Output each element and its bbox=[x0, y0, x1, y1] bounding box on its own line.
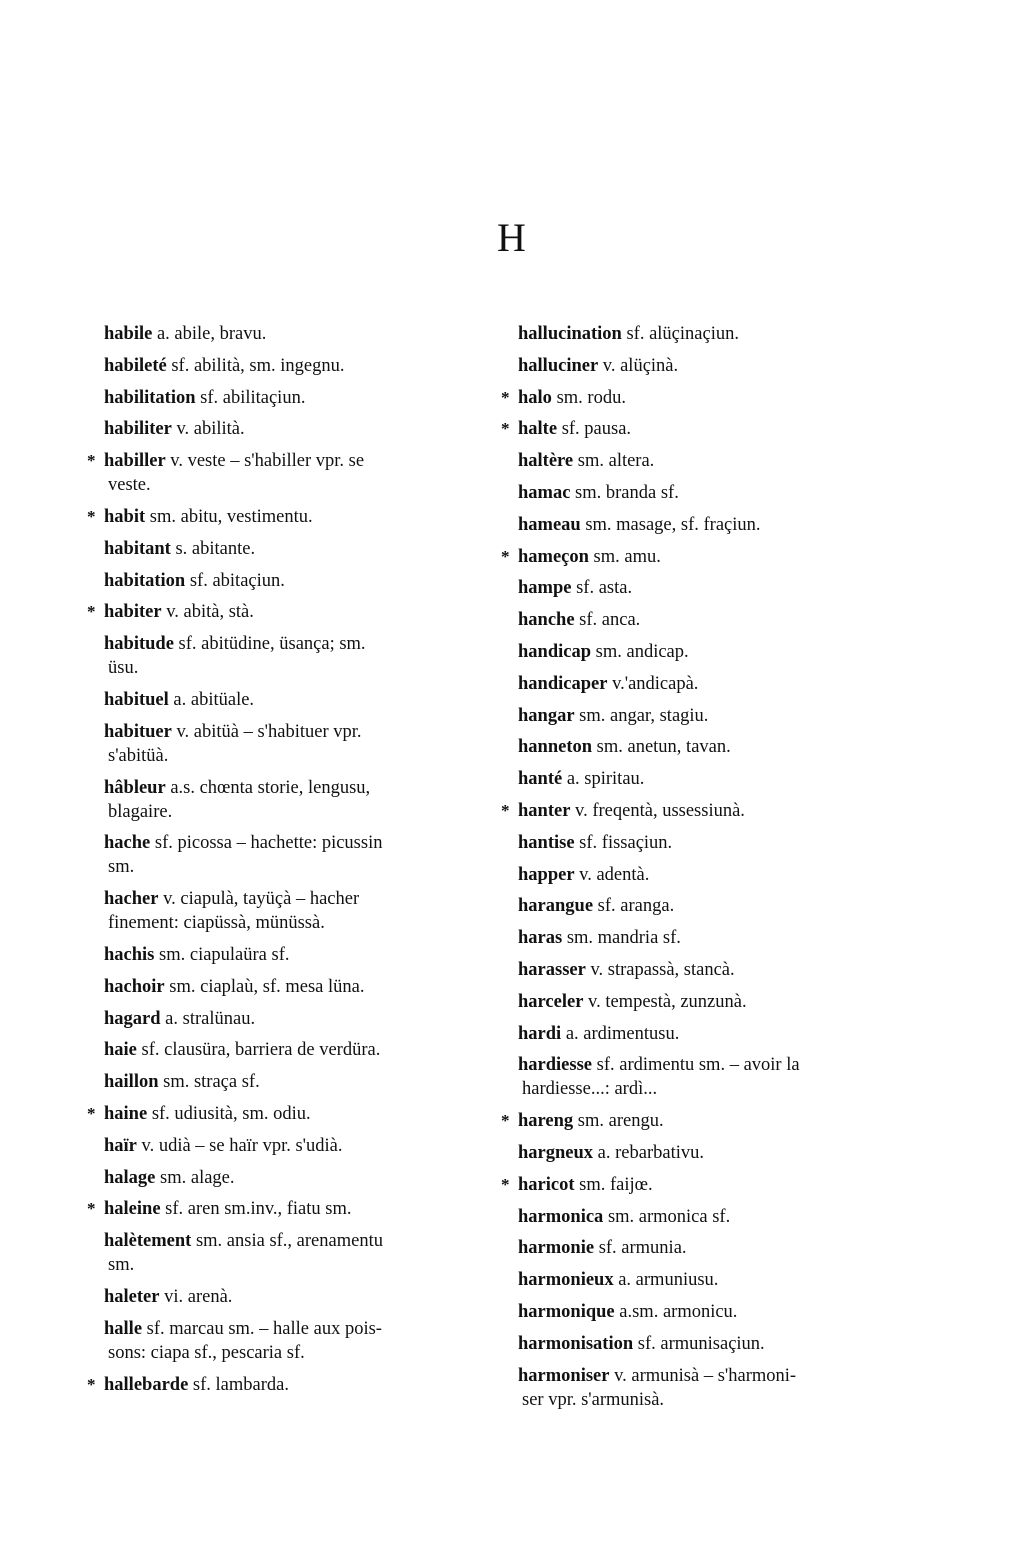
dictionary-entry bbox=[104, 720, 476, 768]
dictionary-entry bbox=[501, 799, 890, 823]
dictionary-entry bbox=[501, 386, 890, 410]
entry-definition: v. abità, stà. bbox=[161, 602, 254, 623]
dictionary-entry bbox=[104, 417, 476, 441]
entry-definition: sm. andicap. bbox=[591, 641, 689, 662]
entry-headword: haras bbox=[518, 928, 563, 949]
dictionary-entry bbox=[518, 608, 890, 632]
entry-definition: a. rebarbativu. bbox=[593, 1142, 704, 1163]
entry-definition: v. strapassà, stancà. bbox=[585, 959, 735, 980]
entry-headword: harmonie bbox=[518, 1238, 595, 1259]
dictionary-entry bbox=[518, 926, 890, 950]
entry-headword: halluciner bbox=[518, 355, 599, 376]
dictionary-entry bbox=[501, 1109, 890, 1133]
entry-definition: sm. ciapulaüra sf. bbox=[154, 944, 290, 965]
entry-definition: sf. asta. bbox=[571, 578, 633, 599]
dictionary-entry bbox=[87, 1197, 476, 1221]
entry-definition: a.sm. armonicu. bbox=[614, 1301, 738, 1322]
right-column bbox=[501, 322, 890, 1419]
entry-definition: v. tempestà, zunzunà. bbox=[583, 991, 747, 1012]
entry-definition: sf. marcau sm. – halle aux pois- bbox=[142, 1318, 382, 1339]
entry-headword: hamac bbox=[518, 482, 571, 503]
dictionary-entry bbox=[518, 640, 890, 664]
entry-definition: sm. branda sf. bbox=[570, 482, 679, 503]
entry-headword: harmonisation bbox=[518, 1333, 634, 1354]
entry-headword: habilitation bbox=[104, 387, 196, 408]
entry-headword: habiller bbox=[104, 451, 166, 472]
dictionary-entry bbox=[518, 354, 890, 378]
entry-definition: v. freqentà, ussessiunà. bbox=[570, 800, 745, 821]
dictionary-entry bbox=[104, 386, 476, 410]
dictionary-entry bbox=[518, 831, 890, 855]
dictionary-entry bbox=[104, 1317, 476, 1365]
entry-headword: habituel bbox=[104, 689, 169, 710]
dictionary-entry bbox=[501, 545, 890, 569]
entry-definition: a.s. chœnta storie, lengusu, bbox=[165, 777, 371, 798]
entry-headword: haïr bbox=[104, 1135, 137, 1156]
entry-headword: hallucination bbox=[518, 324, 622, 344]
entry-headword: hachoir bbox=[104, 976, 165, 997]
entry-definition: sf. abitaçiun. bbox=[185, 570, 285, 591]
entry-definition: sf. pausa. bbox=[557, 419, 632, 440]
entry-definition: sf. udiusità, sm. odiu. bbox=[147, 1103, 311, 1124]
entry-headword: harceler bbox=[518, 991, 584, 1012]
entry-headword: hacher bbox=[104, 889, 159, 910]
entry-headword: habitation bbox=[104, 570, 186, 591]
entry-headword: hareng bbox=[518, 1111, 574, 1132]
entry-headword: hache bbox=[104, 833, 151, 854]
dictionary-entry bbox=[87, 600, 476, 624]
entry-headword: habiter bbox=[104, 602, 162, 623]
entry-definition-continuation: s'abitüà. bbox=[108, 745, 169, 766]
entry-definition: v. ciapulà, tayüçà – hacher bbox=[158, 889, 360, 910]
entry-definition: a. spiritau. bbox=[562, 769, 645, 790]
entry-headword: hardi bbox=[518, 1023, 562, 1044]
dictionary-entry bbox=[518, 1141, 890, 1165]
entry-definition-continuation: finement: ciapüssà, münüssà. bbox=[108, 913, 325, 934]
entry-headword: haltère bbox=[518, 451, 574, 472]
entry-definition: sm. alage. bbox=[155, 1167, 235, 1188]
entry-definition: a. abile, bravu. bbox=[152, 324, 267, 344]
dictionary-entry bbox=[518, 767, 890, 791]
dictionary-entry bbox=[518, 1236, 890, 1260]
entry-definition: sm. ciaplaù, sf. mesa lüna. bbox=[164, 976, 365, 997]
entry-headword: halètement bbox=[104, 1231, 192, 1252]
dictionary-entry bbox=[104, 1285, 476, 1309]
dictionary-entry bbox=[518, 1364, 890, 1412]
dictionary-entry bbox=[104, 632, 476, 680]
entry-definition: sf. aren sm.inv., fiatu sm. bbox=[160, 1199, 352, 1220]
entry-definition: v. armunisà – s'harmoni- bbox=[609, 1365, 797, 1386]
entry-headword: hachis bbox=[104, 944, 155, 965]
entry-definition: sm. arengu. bbox=[573, 1111, 664, 1132]
entry-star-marker: * bbox=[501, 1111, 510, 1131]
entry-definition: a. stralünau. bbox=[160, 1008, 256, 1029]
entry-definition-continuation: sons: ciapa sf., pescaria sf. bbox=[108, 1342, 305, 1363]
entry-headword: halo bbox=[518, 387, 552, 408]
entry-headword: harangue bbox=[518, 896, 594, 917]
dictionary-entry bbox=[87, 505, 476, 529]
entry-headword: haleter bbox=[104, 1286, 160, 1307]
entry-definition: sm. ansia sf., arenamentu bbox=[191, 1231, 383, 1252]
entry-headword: harmoniser bbox=[518, 1365, 610, 1386]
entry-definition-continuation: ser vpr. s'armunisà. bbox=[522, 1389, 665, 1410]
entry-headword: haillon bbox=[104, 1072, 159, 1093]
entry-star-marker: * bbox=[87, 602, 96, 622]
entry-definition: sf. clausüra, barriera de verdüra. bbox=[136, 1040, 381, 1061]
section-letter-heading: H bbox=[497, 215, 527, 260]
entry-headword: handicaper bbox=[518, 673, 608, 694]
dictionary-entry bbox=[104, 887, 476, 935]
entry-definition: sm. anetun, tavan. bbox=[592, 737, 731, 758]
entry-headword: halage bbox=[104, 1167, 156, 1188]
dictionary-entry bbox=[518, 990, 890, 1014]
entry-star-marker: * bbox=[501, 387, 510, 407]
entry-definition: sm. mandria sf. bbox=[562, 928, 681, 949]
entry-definition: sf. aranga. bbox=[593, 896, 675, 917]
dictionary-entry bbox=[518, 1268, 890, 1292]
dictionary-entry bbox=[104, 831, 476, 879]
entry-definition: sf. lambarda. bbox=[188, 1374, 289, 1395]
entry-headword: haine bbox=[104, 1103, 148, 1124]
dictionary-entry bbox=[518, 576, 890, 600]
entry-definition: sf. armunisaçiun. bbox=[633, 1333, 765, 1354]
entry-headword: harmonica bbox=[518, 1206, 604, 1227]
entry-headword: haie bbox=[104, 1040, 137, 1061]
entry-headword: habit bbox=[104, 506, 146, 527]
dictionary-entry bbox=[87, 449, 476, 497]
dictionary-entry bbox=[104, 569, 476, 593]
entry-definition-continuation: hardiesse...: ardì... bbox=[522, 1079, 658, 1100]
entry-headword: hampe bbox=[518, 578, 572, 599]
dictionary-entry bbox=[104, 354, 476, 378]
entry-definition: sf. fissaçiun. bbox=[574, 832, 673, 853]
entry-headword: hanneton bbox=[518, 737, 593, 758]
entry-definition: sf. abitüdine, üsança; sm. bbox=[173, 634, 366, 655]
entry-headword: hanté bbox=[518, 769, 563, 790]
entry-definition: s. abitante. bbox=[170, 538, 256, 559]
entry-headword: habituer bbox=[104, 721, 172, 742]
entry-definition: v. abilità. bbox=[171, 419, 245, 440]
dictionary-entry bbox=[518, 704, 890, 728]
dictionary-entry bbox=[104, 1070, 476, 1094]
entry-headword: harmonieux bbox=[518, 1270, 614, 1291]
entry-definition: v. alüçinà. bbox=[598, 355, 679, 376]
entry-definition: sm. faijœ. bbox=[574, 1174, 653, 1195]
dictionary-entry bbox=[518, 672, 890, 696]
entry-definition: sf. alüçinaçiun. bbox=[621, 324, 739, 344]
entry-star-marker: * bbox=[501, 800, 510, 820]
dictionary-entry bbox=[518, 958, 890, 982]
entry-definition-continuation: blagaire. bbox=[108, 801, 173, 822]
entry-definition: sf. abilitaçiun. bbox=[195, 387, 306, 408]
entry-definition: a. ardimentusu. bbox=[561, 1023, 680, 1044]
dictionary-entry bbox=[518, 894, 890, 918]
dictionary-entry bbox=[104, 776, 476, 824]
dictionary-entry bbox=[87, 1373, 476, 1397]
dictionary-entry bbox=[104, 1038, 476, 1062]
entry-definition: sm. armonica sf. bbox=[603, 1206, 731, 1227]
entry-headword: harmonique bbox=[518, 1301, 615, 1322]
entry-definition-continuation: sm. bbox=[108, 857, 135, 878]
dictionary-entry bbox=[518, 1300, 890, 1324]
entry-star-marker: * bbox=[87, 1103, 96, 1123]
entry-headword: hangar bbox=[518, 705, 575, 726]
entry-headword: hameçon bbox=[518, 546, 589, 567]
dictionary-entry bbox=[501, 1173, 890, 1197]
entry-definition: v.'andicapà. bbox=[607, 673, 699, 694]
entry-headword: hameau bbox=[518, 514, 581, 535]
dictionary-entry bbox=[518, 449, 890, 473]
entry-definition: sf. armunia. bbox=[594, 1238, 687, 1259]
entry-definition: sm. straça sf. bbox=[158, 1072, 260, 1093]
entry-headword: harasser bbox=[518, 959, 586, 980]
dictionary-entry bbox=[87, 1102, 476, 1126]
entry-headword: halte bbox=[518, 419, 558, 440]
dictionary-entry bbox=[104, 975, 476, 999]
entry-star-marker: * bbox=[87, 1199, 96, 1219]
entry-star-marker: * bbox=[87, 506, 96, 526]
entry-headword: hargneux bbox=[518, 1142, 594, 1163]
entry-star-marker: * bbox=[501, 546, 510, 566]
entry-headword: haricot bbox=[518, 1174, 575, 1195]
entry-star-marker: * bbox=[501, 1174, 510, 1194]
entry-headword: hanche bbox=[518, 610, 575, 631]
entry-definition-continuation: sm. bbox=[108, 1255, 135, 1276]
entry-definition-continuation: üsu. bbox=[108, 658, 139, 679]
entry-headword: happer bbox=[518, 864, 575, 885]
dictionary-entry bbox=[104, 688, 476, 712]
entry-headword: habile bbox=[104, 324, 153, 344]
dictionary-entry bbox=[104, 943, 476, 967]
entry-definition: sm. rodu. bbox=[551, 387, 626, 408]
left-column bbox=[87, 322, 476, 1404]
entry-headword: hanter bbox=[518, 800, 571, 821]
dictionary-entry bbox=[518, 1205, 890, 1229]
entry-definition: sm. amu. bbox=[588, 546, 661, 567]
dictionary-entry bbox=[104, 537, 476, 561]
entry-headword: habileté bbox=[104, 355, 167, 376]
dictionary-entry bbox=[518, 1053, 890, 1101]
dictionary-entry bbox=[501, 417, 890, 441]
entry-definition: v. adentà. bbox=[574, 864, 650, 885]
entry-definition: sf. abilità, sm. ingegnu. bbox=[166, 355, 345, 376]
entry-headword: hardiesse bbox=[518, 1055, 592, 1076]
entry-definition: a. abitüale. bbox=[168, 689, 255, 710]
entry-definition: v. udià – se haïr vpr. s'udià. bbox=[136, 1135, 343, 1156]
dictionary-entry bbox=[518, 481, 890, 505]
entry-definition: sm. altera. bbox=[573, 451, 655, 472]
entry-headword: habitude bbox=[104, 634, 174, 655]
entry-star-marker: * bbox=[501, 419, 510, 439]
entry-definition: a. armuniusu. bbox=[613, 1270, 719, 1291]
entry-headword: handicap bbox=[518, 641, 592, 662]
entry-definition: v. abitüà – s'habituer vpr. bbox=[171, 721, 362, 742]
entry-definition: sm. masage, sf. fraçiun. bbox=[580, 514, 761, 535]
entry-definition: sf. ardimentu sm. – avoir la bbox=[592, 1055, 800, 1076]
entry-headword: habiliter bbox=[104, 419, 172, 440]
entry-headword: hagard bbox=[104, 1008, 161, 1029]
entry-headword: hallebarde bbox=[104, 1374, 189, 1395]
entry-headword: hâbleur bbox=[104, 777, 166, 798]
dictionary-entry bbox=[104, 1166, 476, 1190]
entry-star-marker: * bbox=[87, 1374, 96, 1394]
dictionary-entry bbox=[104, 322, 476, 346]
dictionary-entry bbox=[518, 735, 890, 759]
entry-definition: sf. anca. bbox=[574, 610, 641, 631]
dictionary-entry bbox=[104, 1134, 476, 1158]
entry-headword: halle bbox=[104, 1318, 143, 1339]
dictionary-entry bbox=[518, 322, 890, 346]
entry-definition: sm. angar, stagiu. bbox=[574, 705, 709, 726]
dictionary-entry bbox=[518, 1332, 890, 1356]
entry-headword: hantise bbox=[518, 832, 575, 853]
dictionary-entry bbox=[518, 513, 890, 537]
entry-definition: vi. arenà. bbox=[159, 1286, 233, 1307]
dictionary-entry bbox=[104, 1229, 476, 1277]
entry-headword: haleine bbox=[104, 1199, 161, 1220]
entry-definition: sf. picossa – hachette: picussin bbox=[150, 833, 383, 854]
dictionary-entry bbox=[518, 1022, 890, 1046]
entry-definition: sm. abitu, vestimentu. bbox=[145, 506, 313, 527]
entry-star-marker: * bbox=[87, 451, 96, 471]
dictionary-entry bbox=[518, 863, 890, 887]
entry-definition-continuation: veste. bbox=[108, 475, 151, 496]
entry-headword: habitant bbox=[104, 538, 171, 559]
entry-definition: v. veste – s'habiller vpr. se bbox=[165, 451, 365, 472]
dictionary-entry bbox=[104, 1007, 476, 1031]
